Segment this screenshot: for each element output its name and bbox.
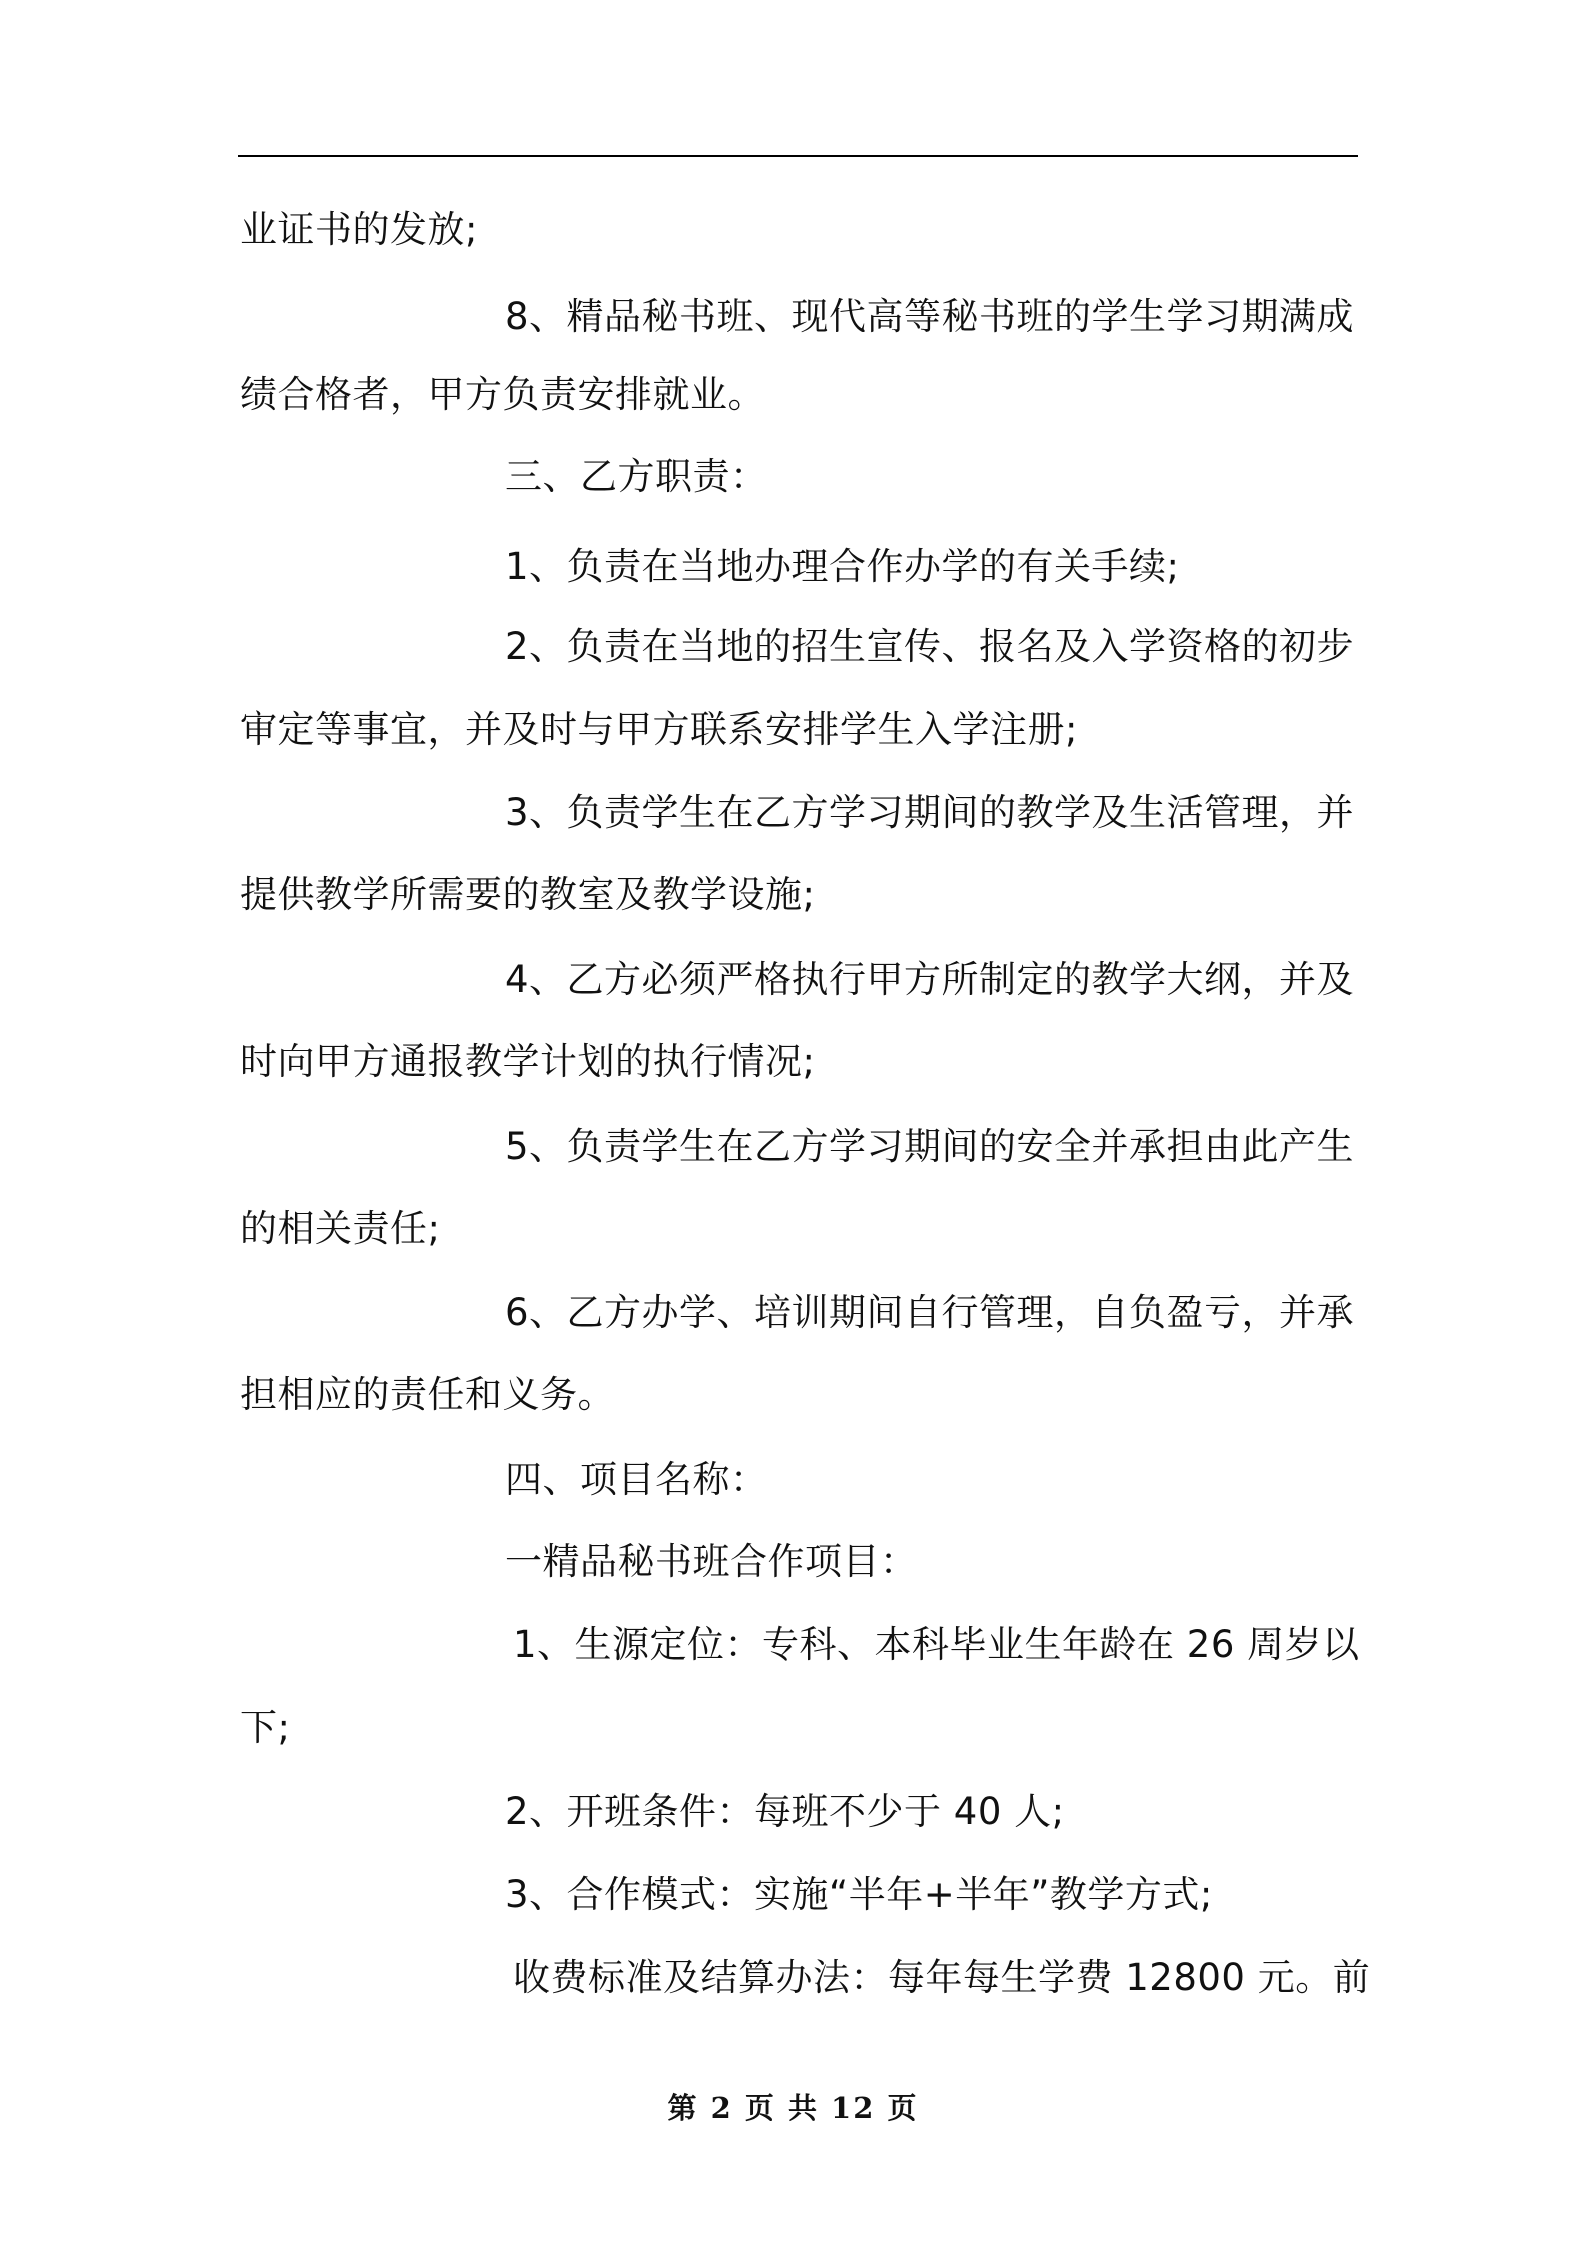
body-line: 提供教学所需要的教室及教学设施; bbox=[240, 873, 816, 916]
body-line: 绩合格者，甲方负责安排就业。 bbox=[240, 373, 765, 416]
body-line: 下; bbox=[240, 1706, 291, 1749]
body-line: 3、合作模式：实施“半年+半年”教学方式; bbox=[505, 1873, 1213, 1916]
body-line: 8、精品秘书班、现代高等秘书班的学生学习期满成 bbox=[505, 295, 1355, 338]
section-heading: 四、项目名称： bbox=[505, 1458, 768, 1501]
body-line: 审定等事宜，并及时与甲方联系安排学生入学注册; bbox=[240, 708, 1078, 751]
body-line: 6、乙方办学、培训期间自行管理，自负盈亏，并承 bbox=[505, 1291, 1355, 1334]
section-heading: 三、乙方职责： bbox=[505, 455, 768, 498]
body-line: 1、生源定位：专科、本科毕业生年龄在 26 周岁以 bbox=[513, 1623, 1360, 1666]
body-line: 2、开班条件：每班不少于 40 人; bbox=[505, 1790, 1065, 1833]
body-line: 3、负责学生在乙方学习期间的教学及生活管理，并 bbox=[505, 791, 1355, 834]
body-line: 担相应的责任和义务。 bbox=[240, 1373, 615, 1416]
body-line: 收费标准及结算办法：每年每生学费 12800 元。前 bbox=[513, 1956, 1371, 1999]
body-line: 2、负责在当地的招生宣传、报名及入学资格的初步 bbox=[505, 625, 1355, 668]
body-line: 业证书的发放; bbox=[240, 208, 478, 251]
body-line: 4、乙方必须严格执行甲方所制定的教学大纲，并及 bbox=[505, 958, 1355, 1001]
subsection-heading: 一精品秘书班合作项目： bbox=[505, 1540, 918, 1583]
page-number: 第 2 页 共 12 页 bbox=[667, 2091, 919, 2125]
body-line: 5、负责学生在乙方学习期间的安全并承担由此产生 bbox=[505, 1125, 1355, 1168]
body-line: 的相关责任; bbox=[240, 1207, 441, 1250]
body-line: 时向甲方通报教学计划的执行情况; bbox=[240, 1040, 816, 1083]
body-line: 1、负责在当地办理合作办学的有关手续; bbox=[505, 545, 1180, 588]
header-rule bbox=[238, 155, 1358, 157]
